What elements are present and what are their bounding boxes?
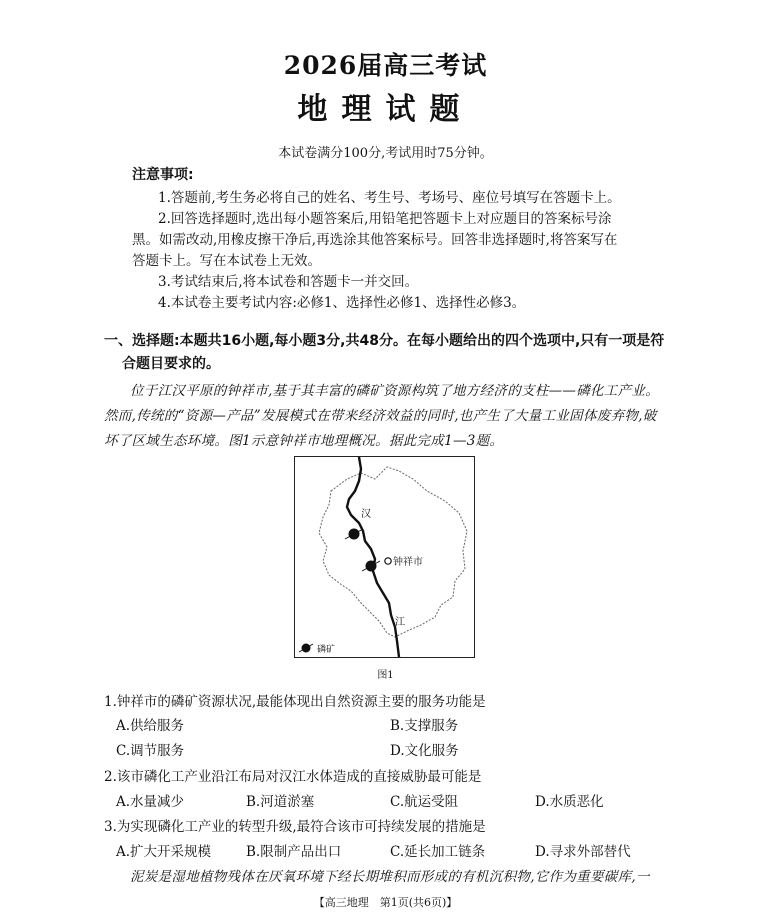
q2-option-b: B.河道淤塞 xyxy=(246,794,315,810)
phosphate-mine-2 xyxy=(362,561,380,572)
subject-title: 地理试题 xyxy=(297,92,474,127)
q1-option-a: A.供给服务 xyxy=(116,718,185,734)
city-marker xyxy=(385,558,391,564)
q2-option-d: D.水质恶化 xyxy=(535,794,604,810)
q3-option-c: C.延长加工链条 xyxy=(390,844,486,860)
page-footer: 【高三地理 第1页(共6页)】 xyxy=(313,896,458,909)
passage-2-line-1: 泥炭是湿地植物残体在厌氧环境下经长期堆积而形成的有机沉积物,它作为重要碳库,一 xyxy=(130,869,650,885)
question-2-stem: 2.该市磷化工产业沿江布局对汉江水体造成的直接威胁最可能是 xyxy=(104,769,482,785)
question-3-stem: 3.为实现磷化工产业的转型升级,最符合该市可持续发展的措施是 xyxy=(104,819,486,835)
q1-option-d: D.文化服务 xyxy=(390,743,459,759)
passage-line-1: 位于江汉平原的钟祥市,基于其丰富的磷矿资源构筑了地方经济的支柱——磷化工产业。 xyxy=(130,383,659,399)
figure-caption: 图1 xyxy=(377,670,394,681)
han-river xyxy=(347,457,399,657)
notice-line-3: 黑。如需改动,用橡皮擦干净后,再选涂其他答案标号。回答非选择题时,将答案写在 xyxy=(132,232,618,248)
phosphate-mine-1 xyxy=(345,529,363,540)
passage-line-2: 然而,传统的“资源—产品”发展模式在带来经济效益的同时,也产生了大量工业固体废弃物,破 xyxy=(104,408,657,424)
legend-mine-icon xyxy=(299,644,313,653)
notice-heading: 注意事项: xyxy=(132,167,194,183)
exam-title: 2026届高三考试 xyxy=(283,51,488,80)
q3-option-a: A.扩大开采规模 xyxy=(116,844,212,860)
figure-map xyxy=(294,456,475,658)
q3-option-b: B.限制产品出口 xyxy=(246,844,342,860)
notice-line-4: 答题卡上。写在本试卷上无效。 xyxy=(132,253,321,269)
passage-line-3: 坏了区域生态环境。图1示意钟祥市地理概况。据此完成1—3题。 xyxy=(104,433,504,449)
notice-line-5: 3.考试结束后,将本试卷和答题卡一并交回。 xyxy=(158,274,419,290)
notice-line-6: 4.本试卷主要考试内容:必修1、选择性必修1、选择性必修3。 xyxy=(158,295,526,311)
river-label-han: 汉 xyxy=(361,509,371,520)
notice-line-2: 2.回答选择题时,选出每小题答案后,用铅笔把答题卡上对应题目的答案标号涂 xyxy=(158,211,612,227)
q2-option-c: C.航运受阻 xyxy=(390,794,459,810)
section-heading-line-1: 一、选择题:本题共16小题,每小题3分,共48分。在每小题给出的四个选项中,只有一项是符 xyxy=(104,333,665,349)
notice-line-1: 1.答题前,考生务必将自己的姓名、考生号、考场号、座位号填写在答题卡上。 xyxy=(158,190,621,206)
section-heading-line-2: 合题目要求的。 xyxy=(122,356,220,372)
exam-intro: 本试卷满分100分,考试用时75分钟。 xyxy=(278,146,493,161)
q1-option-b: B.支撑服务 xyxy=(390,718,459,734)
city-label: 钟祥市 xyxy=(393,557,423,568)
q1-option-c: C.调节服务 xyxy=(116,743,185,759)
q3-option-d: D.寻求外部替代 xyxy=(535,844,631,860)
legend-label: 磷矿 xyxy=(317,645,336,655)
question-1-stem: 1.钟祥市的磷矿资源状况,最能体现出自然资源主要的服务功能是 xyxy=(104,694,486,710)
map-svg xyxy=(295,457,474,657)
region-boundary xyxy=(319,467,467,637)
river-label-jiang: 江 xyxy=(395,617,405,628)
q2-option-a: A.水量减少 xyxy=(116,794,185,810)
